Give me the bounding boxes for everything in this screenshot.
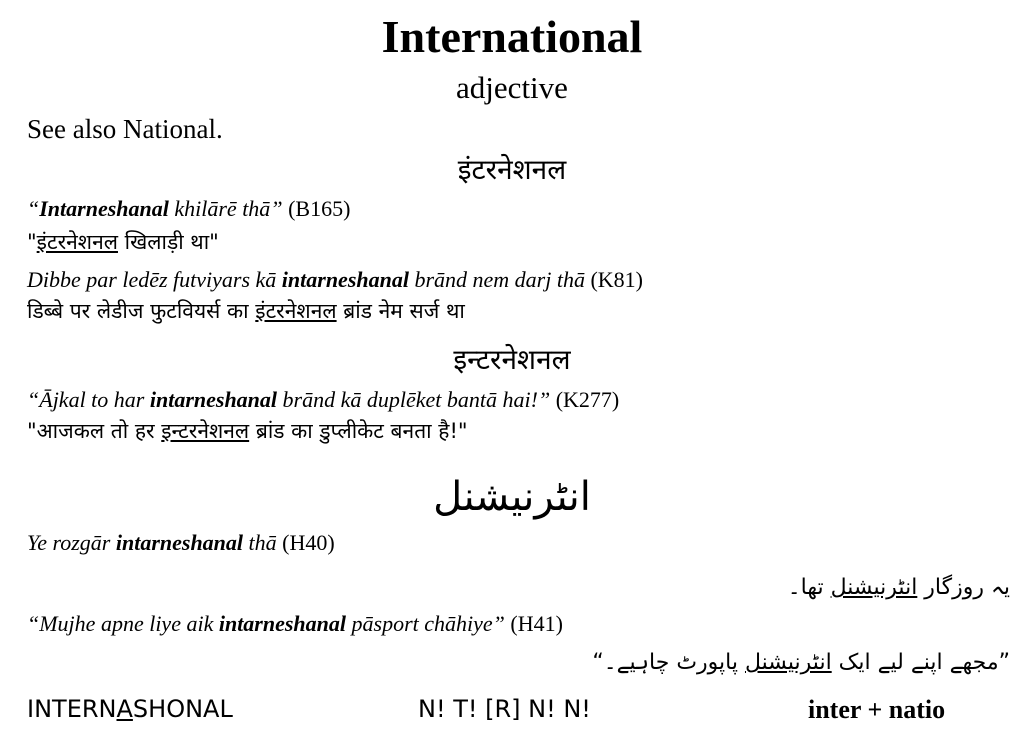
keyword-underlined: इन्टरनेशनल [161, 419, 250, 443]
example-latin [27, 387, 619, 413]
quote-mark: “ [27, 196, 40, 221]
keyword: intarneshanal [218, 611, 347, 636]
script-post: ब्रांड नेम सर्ज था [336, 299, 465, 323]
citation: (H41) [504, 611, 563, 636]
example-urdu [788, 575, 1010, 600]
script-post: ब्रांड का डुप्लीकेट बनता है!" [249, 419, 468, 443]
example-urdu [592, 650, 1010, 675]
stressed-letter: A [116, 695, 133, 723]
urdu-pre: یہ روزگار [917, 575, 1010, 600]
script-post: खिलाड़ी था" [117, 230, 219, 254]
see-also-note: See also National. [27, 114, 223, 144]
devanagari-heading-1: इंटरनेशनल [457, 153, 567, 186]
example-latin [27, 196, 350, 222]
example-pre: “Mujhe apne liye aik [27, 611, 219, 636]
script-pre: " [27, 230, 37, 254]
etymology: inter + natio [808, 695, 946, 724]
script-pre: "आजकल तो हर [27, 419, 162, 443]
keyword-underlined: इंटरनेशनल [36, 230, 118, 254]
example-rest: brānd kā duplēket bantā hai! [277, 387, 538, 412]
keyword: Intarneshanal [39, 196, 169, 221]
example-pre: Dibbe par ledēz futviyars kā [27, 267, 282, 292]
example-latin [27, 267, 643, 293]
keyword-underlined: انٹرنیشنل [744, 650, 832, 675]
script-pre: डिब्बे पर लेडीज फुटवियर्स का [27, 299, 256, 323]
citation: (K277) [550, 387, 620, 412]
example-devanagari [27, 297, 465, 325]
example-latin [27, 611, 563, 637]
keyword: intarneshanal [281, 267, 409, 292]
example-pre: Ājkal to har [39, 387, 150, 412]
keyword-underlined: इंटरनेशनल [255, 299, 337, 323]
quote-mark: ” [537, 387, 551, 412]
quote-mark: “ [27, 387, 40, 412]
urdu-pre: ”مجھے اپنے لیے ایک [831, 650, 1010, 675]
pronunciation-post: SHONAL [132, 695, 233, 723]
urdu-post: تھا۔ [787, 575, 831, 600]
devanagari-heading-2: इन्टरनेशनल [453, 343, 571, 376]
example-rest: thā [243, 530, 277, 555]
example-rest: pāsport chāhiye” [346, 611, 505, 636]
pronunciation-pre: INTERN [27, 695, 117, 723]
keyword: intarneshanal [149, 387, 278, 412]
part-of-speech: adjective [456, 70, 568, 105]
keyword-underlined: انٹرنیشنل [830, 575, 918, 600]
example-latin [27, 530, 335, 556]
entry-title: International [381, 11, 643, 62]
citation: (K81) [584, 267, 644, 292]
urdu-post: پاپورٹ چاہیے۔“ [592, 650, 745, 675]
example-pre: Ye rozgār [27, 530, 116, 555]
quote-mark: ” [270, 196, 283, 221]
pronunciation [27, 695, 233, 723]
urdu-heading: انٹرنیشنل [433, 474, 591, 520]
syllable-pattern: N! T! [R] N! N! [418, 695, 591, 723]
example-rest: khilārē thā [168, 196, 271, 221]
citation: (B165) [282, 196, 351, 221]
example-rest: brānd nem darj thā [408, 267, 585, 292]
citation: (H40) [276, 530, 335, 555]
example-devanagari [27, 228, 219, 256]
example-devanagari [27, 417, 468, 445]
keyword: intarneshanal [115, 530, 244, 555]
